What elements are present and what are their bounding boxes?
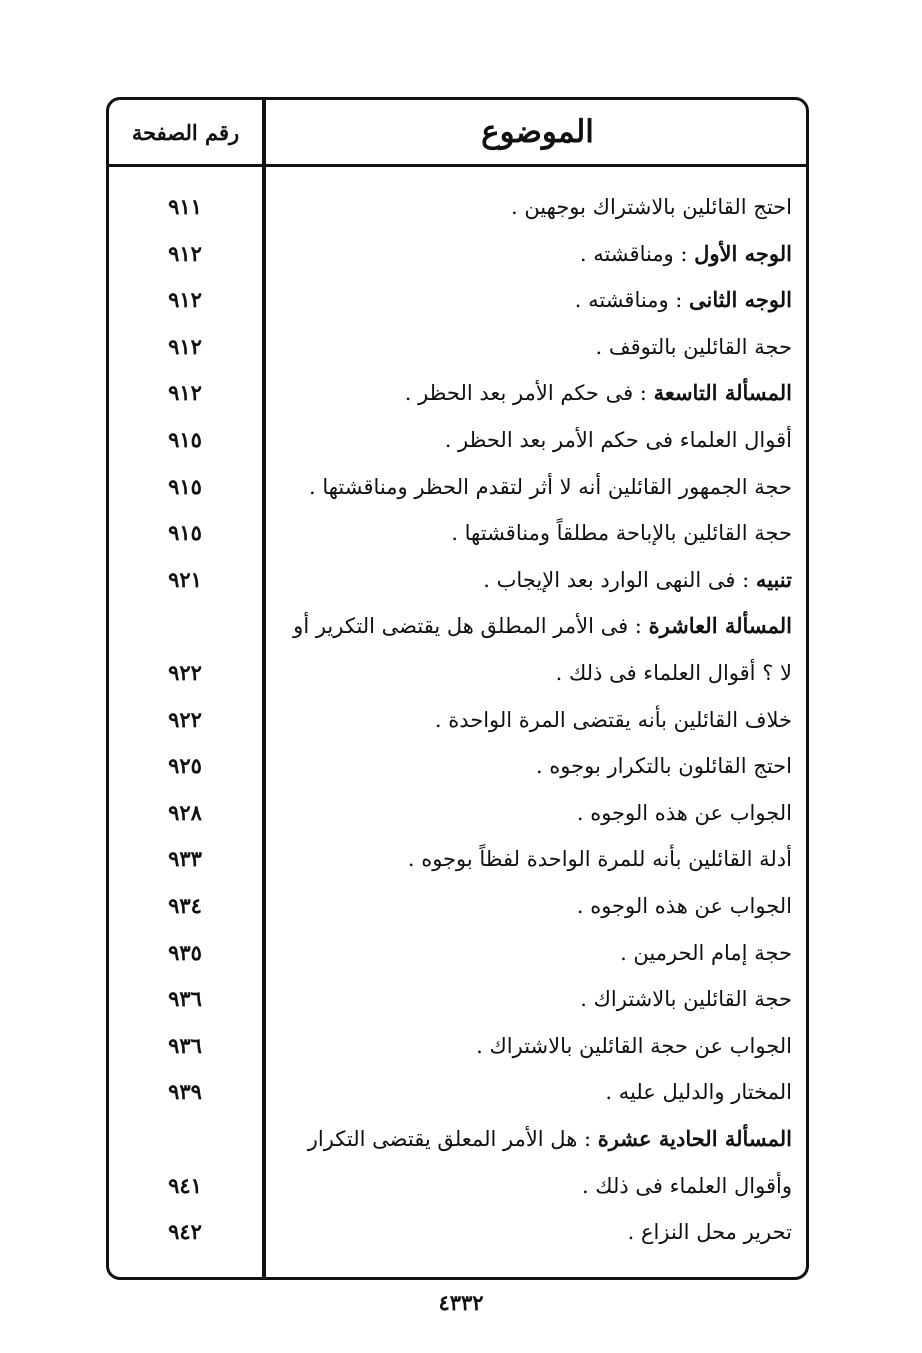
toc-entry-page: ٩٣٦ [168, 1033, 202, 1058]
toc-entry-text [272, 472, 792, 502]
toc-entry-text [272, 332, 792, 362]
toc-entry-title: : ومناقشته . [579, 242, 688, 266]
page-column-header: رقم الصفحة [131, 119, 240, 145]
toc-entry-page: ٩١١ [168, 194, 202, 219]
toc-entry-text [272, 844, 792, 874]
toc-entry-heading: الوجه الثانى [689, 287, 792, 312]
page-number: ٤٣٣٢ [438, 1290, 484, 1315]
toc-entry-page: ٩١٥ [168, 427, 202, 452]
toc-entry-text [272, 378, 792, 408]
toc-entry-page: ٩٢٢ [168, 660, 202, 685]
toc-entry-text [272, 1217, 792, 1247]
toc-entry-page: ٩٢٨ [168, 800, 202, 825]
toc-entry-page: ٩٢١ [168, 567, 202, 592]
toc-entry-page: ٩١٥ [168, 474, 202, 499]
toc-entry-page: ٩٣٦ [168, 986, 202, 1011]
toc-entry-text [272, 798, 792, 828]
toc-entry-page: ٩١٥ [168, 520, 202, 545]
toc-entry-page: ٩١٢ [168, 380, 202, 405]
toc-entry-title: الجواب عن حجة القائلين بالاشتراك . [476, 1034, 792, 1058]
toc-entry-text [272, 425, 792, 455]
toc-entry-page: ٩٢٢ [168, 707, 202, 732]
toc-entry-text [272, 611, 792, 641]
toc-entry-page: ٩٣٩ [168, 1079, 202, 1104]
toc-entry-text [272, 705, 792, 735]
toc-entry-text [272, 1077, 792, 1107]
toc-entry-text [272, 938, 792, 968]
column-divider [262, 97, 266, 1280]
header-divider [106, 164, 809, 167]
toc-entry-text [272, 239, 792, 269]
toc-entry-heading: المسألة الحادية عشرة [597, 1126, 792, 1151]
toc-entry-heading: تنبيه [755, 567, 792, 592]
toc-entry-text [272, 891, 792, 921]
toc-entry-title: حجة الجمهور القائلين أنه لا أثر لتقدم الحظر ومناقشتها . [309, 475, 792, 499]
toc-entry-page: ٩٤٢ [168, 1219, 202, 1244]
toc-entry-title: وأقوال العلماء فى ذلك . [581, 1174, 792, 1198]
toc-entry-title: : هل الأمر المعلق يقتضى التكرار [307, 1127, 592, 1151]
toc-entry-title: أدلة القائلين بأنه للمرة الواحدة لفظاً بوجوه . [407, 847, 792, 871]
toc-entry-title: احتج القائلين بالاشتراك بوجهين . [510, 195, 792, 219]
toc-entry-title: حجة القائلين بالإباحة مطلقاً ومناقشتها . [451, 521, 792, 545]
toc-entry-title: حجة القائلين بالاشتراك . [580, 987, 792, 1011]
topic-column-header: الموضوع [481, 114, 594, 150]
toc-entry-title: الجواب عن هذه الوجوه . [576, 894, 792, 918]
toc-entry-heading: المسألة العاشرة [648, 613, 792, 638]
toc-entry-title: لا ؟ أقوال العلماء فى ذلك . [555, 661, 792, 685]
toc-entry-title: : فى النهى الوارد بعد الإيجاب . [483, 568, 750, 592]
toc-entry-title: : فى الأمر المطلق هل يقتضى التكرير أو [293, 614, 642, 638]
toc-entry-page: ٩٣٥ [168, 940, 202, 965]
toc-entry-heading: الوجه الأول [694, 241, 792, 266]
toc-entry-text [272, 1124, 792, 1154]
toc-entry-title: تحرير محل النزاع . [627, 1220, 792, 1244]
toc-entry-page: ٩٣٤ [168, 893, 202, 918]
toc-entry-text [272, 1171, 792, 1201]
toc-entry-title: احتج القائلون بالتكرار بوجوه . [535, 754, 792, 778]
toc-entry-text [272, 565, 792, 595]
toc-entry-title: حجة إمام الحرمين . [620, 941, 792, 965]
toc-entry-page: ٩١٢ [168, 287, 202, 312]
toc-entry-heading: المسألة التاسعة [653, 380, 792, 405]
toc-entry-text [272, 1031, 792, 1061]
toc-entry-page: ٩١٢ [168, 334, 202, 359]
toc-entry-text [272, 192, 792, 222]
toc-entry-title: المختار والدليل عليه . [605, 1080, 792, 1104]
toc-entry-text [272, 751, 792, 781]
toc-entry-page: ٩٣٣ [168, 846, 202, 871]
toc-entry-text [272, 518, 792, 548]
toc-entry-title: أقوال العلماء فى حكم الأمر بعد الحظر . [444, 428, 792, 452]
toc-entry-page: ٩٤١ [168, 1173, 202, 1198]
toc-entry-title: الجواب عن هذه الوجوه . [576, 801, 792, 825]
toc-entry-text [272, 984, 792, 1014]
toc-entry-title: خلاف القائلين بأنه يقتضى المرة الواحدة . [434, 708, 792, 732]
toc-entry-title: حجة القائلين بالتوقف . [595, 335, 792, 359]
toc-entry-text [272, 285, 792, 315]
toc-entry-page: ٩١٢ [168, 241, 202, 266]
toc-entry-page: ٩٢٥ [168, 753, 202, 778]
toc-entry-title: : ومناقشته . [574, 288, 683, 312]
toc-entry-text [272, 658, 792, 688]
toc-entry-title: : فى حكم الأمر بعد الحظر . [404, 381, 647, 405]
